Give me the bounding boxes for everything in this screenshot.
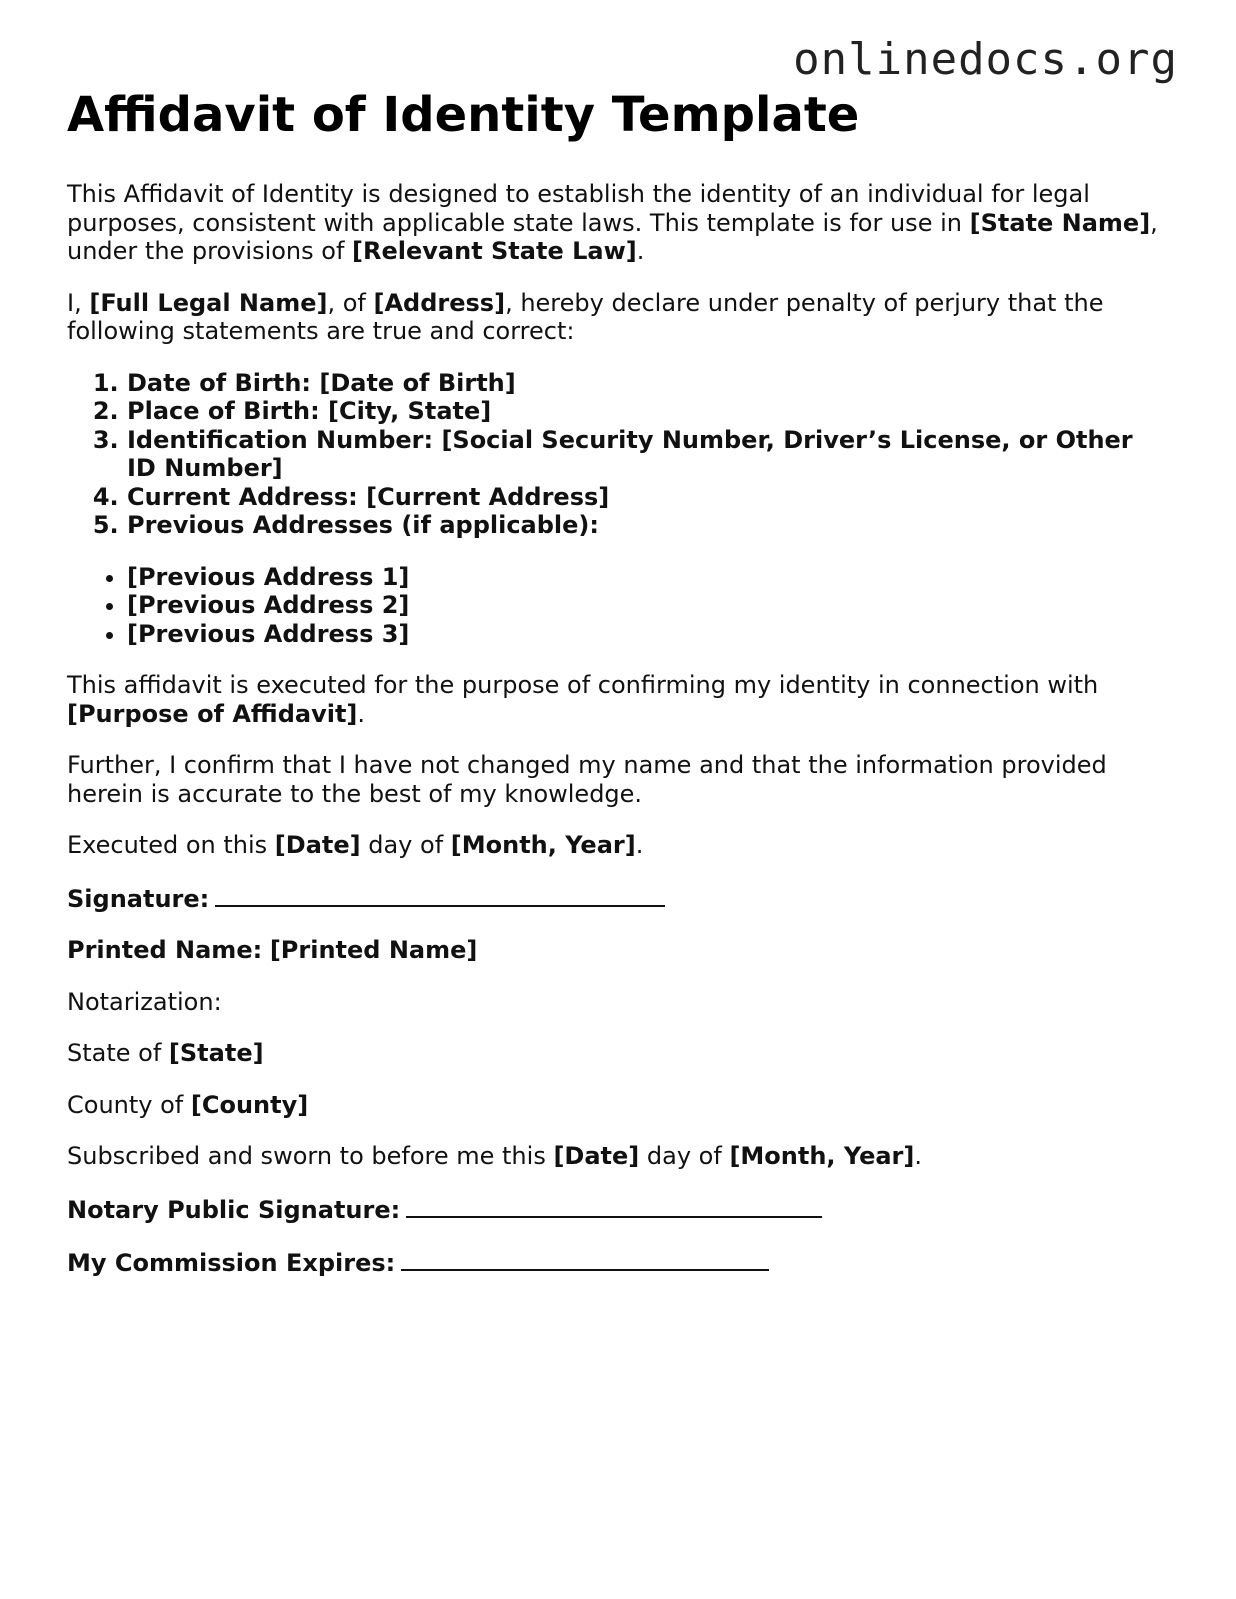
declaration-text-1: I, (67, 288, 90, 317)
commission-line[interactable] (401, 1247, 769, 1271)
executed-month-year-placeholder: [Month, Year] (450, 831, 636, 859)
statement-item-current-address: 4. Current Address: [Current Address] (127, 483, 1167, 512)
address-placeholder: [Address] (373, 288, 506, 317)
county-placeholder: [County] (190, 1090, 309, 1119)
previous-address-item: • [Previous Address 2] (127, 591, 1167, 620)
confirmation-paragraph: Further, I confirm that I have not changed my name and that the information provided herein is accurate to the best of my knowledge. (67, 751, 1107, 808)
signature-row (67, 883, 1167, 914)
intro-text-1: This Affidavit of Identity is designed to establish the identity of an individual for legal purposes, consistent with applicable state laws. This template is for use in (67, 180, 1090, 237)
notarization-heading: Notarization: (67, 987, 222, 1016)
sworn-paragraph (67, 1142, 1167, 1171)
executed-text-2: day of (360, 831, 451, 859)
purpose-placeholder: [Purpose of Affidavit] (67, 699, 358, 728)
statement-item-pob: 2. Place of Birth: [City, State] (127, 397, 1167, 426)
sworn-text-1: Subscribed and sworn to before me this (67, 1142, 554, 1170)
commission-row (67, 1247, 1167, 1278)
state-label: State of (67, 1039, 169, 1067)
sworn-text-3: . (914, 1142, 922, 1170)
notary-signature-line[interactable] (406, 1194, 822, 1218)
sworn-date-placeholder: [Date] (553, 1142, 640, 1170)
statement-item-id-number: 3. Identification Number: [Social Security Number, Driver’s License, or Other ID Number] (127, 426, 1167, 483)
executed-text-3: . (635, 831, 644, 859)
declaration-paragraph (67, 289, 1167, 346)
executed-paragraph (67, 831, 1167, 860)
purpose-text-1: This affidavit is executed for the purpose of confirming my identity in connection with (67, 671, 1099, 699)
statement-item-dob: 1. Date of Birth: [Date of Birth] (127, 369, 1167, 398)
executed-text-1: Executed on this (67, 831, 275, 859)
statement-item-previous-addresses: 5. Previous Addresses (if applicable): (127, 511, 1167, 540)
signature-line[interactable] (215, 883, 665, 907)
state-placeholder: [State] (168, 1039, 264, 1067)
printed-name-label: Printed Name: (67, 936, 263, 964)
executed-date-placeholder: [Date] (274, 831, 361, 859)
printed-name-placeholder: [Printed Name] (269, 936, 478, 964)
declaration-text-3: , hereby declare under penalty of perjury that the following statements are true and correct: (67, 288, 1104, 345)
purpose-text-2: . (357, 699, 366, 728)
previous-addresses-list (67, 563, 1167, 649)
full-name-placeholder: [Full Legal Name] (89, 288, 328, 317)
state-name-placeholder: [State Name] (969, 208, 1151, 237)
declaration-text-2: , of (327, 288, 374, 317)
intro-text-3: . (636, 237, 645, 265)
county-label: County of (67, 1090, 191, 1119)
purpose-paragraph (67, 671, 1167, 728)
printed-name-row (67, 936, 1167, 965)
intro-paragraph (67, 180, 1167, 266)
watermark: onlinedocs.org (793, 34, 1178, 85)
relevant-law-placeholder: [Relevant State Law] (352, 237, 637, 265)
previous-address-item: • [Previous Address 3] (127, 620, 1167, 649)
statements-list (67, 369, 1167, 540)
notary-signature-label: Notary Public Signature: (67, 1195, 401, 1224)
sworn-text-2: day of (639, 1142, 730, 1170)
previous-address-item: • [Previous Address 1] (127, 563, 1167, 592)
page-title: Affidavit of Identity Template (67, 87, 860, 143)
county-row (67, 1091, 1167, 1120)
commission-label: My Commission Expires: (67, 1249, 396, 1277)
signature-label: Signature: (67, 884, 210, 913)
sworn-month-year-placeholder: [Month, Year] (729, 1142, 915, 1170)
notary-signature-row (67, 1194, 1167, 1225)
intro-text-2: , under the provisions of (67, 208, 1158, 265)
state-row (67, 1039, 1167, 1068)
document-page (67, 86, 1167, 1301)
